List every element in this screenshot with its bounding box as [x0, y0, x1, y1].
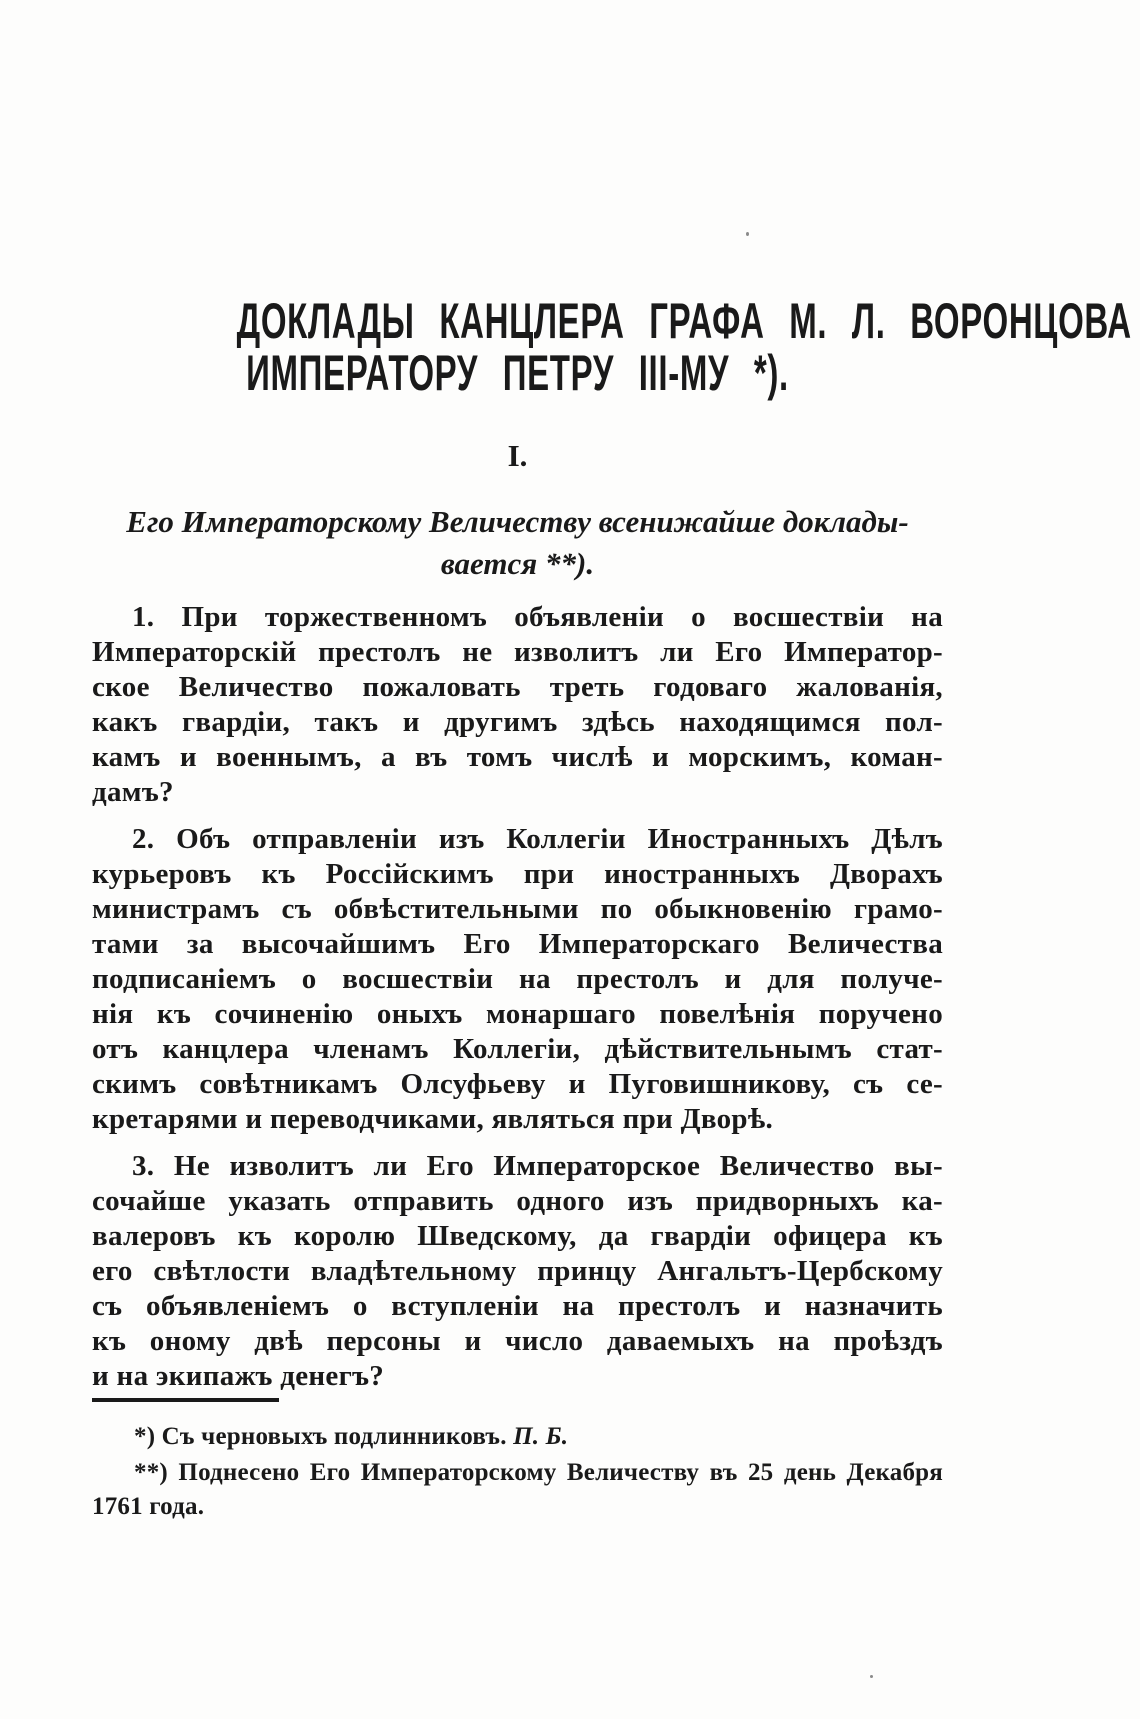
text-line: курьеровъ къ Россійскимъ при иностранныхъ Дворахъ [92, 858, 943, 890]
text-line: камъ и военнымъ, а въ томъ числѣ и морскимъ, коман- [92, 741, 943, 773]
text-line: Императорскій престолъ не изволитъ ли Его Император- [92, 636, 943, 668]
chapter-title [92, 293, 1132, 401]
section-numeral: I. [507, 438, 528, 473]
footnote-1-text: *) Съ черновыхъ подлинниковъ. [134, 1423, 514, 1450]
footnote-2-line-2: 1761 года. [92, 1493, 205, 1520]
paragraph-2 [92, 822, 943, 1137]
text-line: къ оному двѣ персоны и число даваемыхъ на проѣздъ [92, 1325, 943, 1357]
scan-speckle [870, 1675, 873, 1678]
text-line: съ объявленіемъ о вступленіи на престолъ и назначить [92, 1290, 943, 1322]
footnote-1-author: П. Б. [513, 1423, 569, 1450]
drophead-line-2: вается **). [440, 546, 595, 581]
paragraph-3 [92, 1149, 943, 1394]
text-line: скимъ совѣтникамъ Олсуфьеву и Пуговишникову, съ се- [92, 1068, 943, 1100]
text-line: ское Величество пожаловать треть годоваго жалованія, [92, 671, 943, 703]
text-line: сочайше указать отправить одного изъ придворныхъ ка- [92, 1185, 943, 1217]
chapter-title-line-1: ДОКЛАДЫ КАНЦЛЕРА ГРАФА М. Л. ВОРОНЦОВА [236, 293, 1132, 349]
scan-speckle [746, 232, 749, 236]
footnotes [92, 1420, 943, 1524]
text-line: 1. При торжественномъ объявленіи о восшествіи на [132, 601, 943, 633]
text-line: кретарями и переводчиками, являться при Дворѣ. [92, 1103, 774, 1135]
text-line: подписаніемъ о восшествіи на престолъ и для получе- [92, 963, 943, 995]
text-line: министрамъ съ обвѣстительными по обыкновенію грамо- [92, 893, 943, 925]
text-line: валеровъ къ королю Шведскому, да гвардіи офицера къ [92, 1220, 943, 1252]
chapter-title-line-2: ИМПЕРАТОРУ ПЕТРУ III-МУ *). [246, 345, 789, 401]
text-line: его свѣтлости владѣтельному принцу Ангальтъ-Цербскому [92, 1255, 943, 1287]
paragraph-1 [92, 600, 943, 810]
text-line: 3. Не изволитъ ли Его Императорское Величество вы- [132, 1150, 943, 1182]
text-line: нія къ сочиненію оныхъ монаршаго повелѣнія поручено [92, 998, 943, 1030]
text-line: и на экипажъ денегъ? [92, 1360, 385, 1392]
text-line: какъ гвардіи, такъ и другимъ здѣсь находящимся пол- [92, 706, 943, 738]
text-line: 2. Объ отправленіи изъ Коллегіи Иностранныхъ Дѣлъ [132, 823, 943, 855]
footnote-2-line-1: **) Поднесено Его Императорскому Величеству въ 25 день Декабря [134, 1459, 943, 1486]
document-drophead [92, 501, 943, 585]
text-line: тами за высочайшимъ Его Императорскаго Величества [92, 928, 943, 960]
drophead-line-1: Его Императорскому Величеству всенижайше доклады- [126, 504, 909, 539]
text-line: отъ канцлера членамъ Коллегіи, дѣйствительнымъ стат- [92, 1033, 943, 1065]
footnote-2 [92, 1456, 943, 1524]
footnote-rule [92, 1398, 279, 1402]
body-text [92, 600, 943, 1394]
footnote-1 [92, 1420, 943, 1454]
text-line: дамъ? [92, 776, 174, 808]
